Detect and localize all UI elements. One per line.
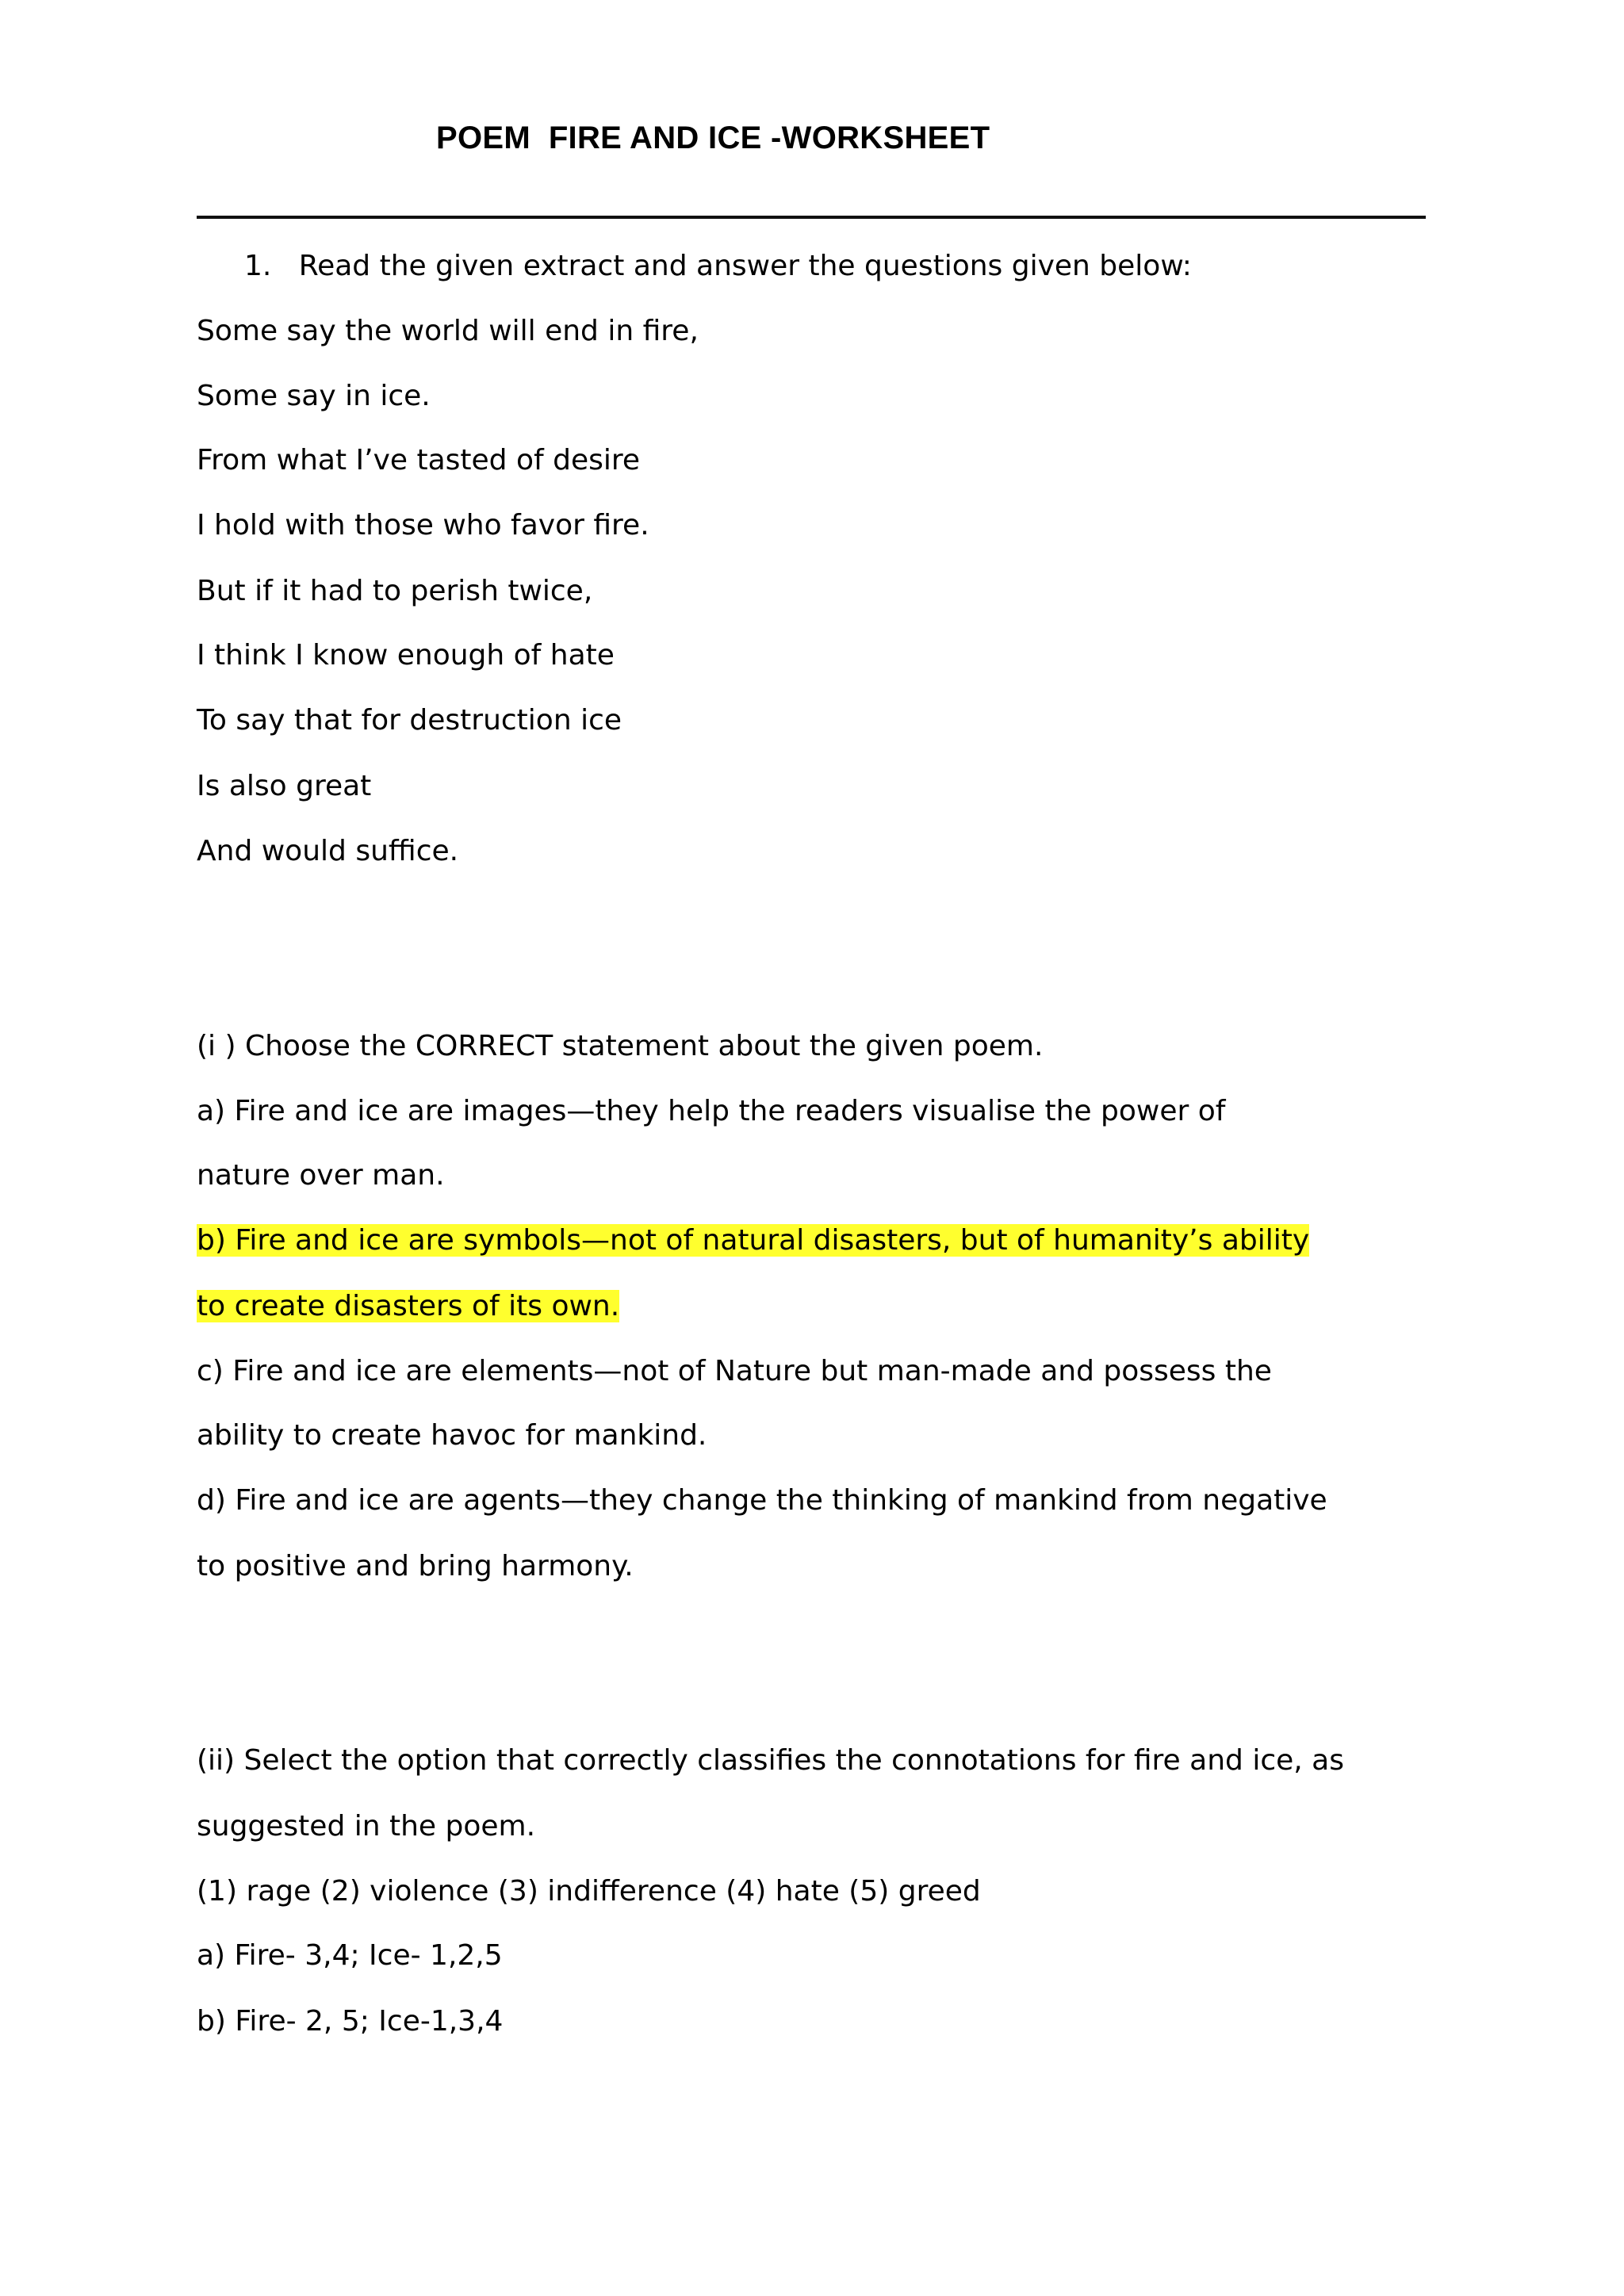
highlighted-answer-b-line-2: to create disasters of its own. xyxy=(197,1290,620,1322)
poem-line-4: I hold with those who favor fire. xyxy=(197,509,649,541)
highlighted-answer-b-line-1: b) Fire and ice are symbols—not of natural disasters, but of humanity’s ability xyxy=(197,1224,1310,1257)
poem-line-6: I think I know enough of hate xyxy=(197,639,615,672)
part-i-option-b-line-2 xyxy=(197,1288,619,1326)
question-1-instruction xyxy=(244,247,1192,285)
poem-line-9: And would suffice. xyxy=(197,835,459,867)
part-ii-connotation-list: (1) rage (2) violence (3) indifference (4) hate (5) greed xyxy=(197,1875,981,1908)
part-i-option-c-line-1: c) Fire and ice are elements—not of Nature but man-made and possess the xyxy=(197,1355,1272,1387)
part-ii-prompt-line-1: (ii) Select the option that correctly classifies the connotations for fire and ice, as xyxy=(197,1744,1344,1777)
question-number: 1. xyxy=(244,250,272,282)
part-i-option-c-line-2: ability to create havoc for mankind. xyxy=(197,1419,707,1452)
poem-line-3: From what I’ve tasted of desire xyxy=(197,444,641,476)
part-i-option-d-line-1: d) Fire and ice are agents—they change the thinking of mankind from negative xyxy=(197,1484,1327,1517)
worksheet-title: POEM FIRE AND ICE -WORKSHEET xyxy=(436,121,990,155)
part-ii-prompt-line-2: suggested in the poem. xyxy=(197,1810,536,1843)
part-i-option-b-line-1 xyxy=(197,1222,1309,1260)
poem-line-1: Some say the world will end in fire, xyxy=(197,315,699,347)
poem-line-8: Is also great xyxy=(197,770,372,802)
part-i-option-d-line-2: to positive and bring harmony. xyxy=(197,1550,634,1582)
poem-line-2: Some say in ice. xyxy=(197,380,431,412)
title-divider xyxy=(197,216,1426,219)
part-i-prompt: (i ) Choose the CORRECT statement about the given poem. xyxy=(197,1030,1044,1062)
poem-line-5: But if it had to perish twice, xyxy=(197,575,593,607)
part-i-option-a-line-1: a) Fire and ice are images—they help the readers visualise the power of xyxy=(197,1095,1226,1127)
part-ii-option-b: b) Fire- 2, 5; Ice-1,3,4 xyxy=(197,2005,504,2038)
question-instruction: Read the given extract and answer the questions given below: xyxy=(298,250,1192,282)
poem-line-7: To say that for destruction ice xyxy=(197,704,622,737)
part-i-option-a-line-2: nature over man. xyxy=(197,1159,445,1192)
part-ii-option-a: a) Fire- 3,4; Ice- 1,2,5 xyxy=(197,1939,503,1972)
